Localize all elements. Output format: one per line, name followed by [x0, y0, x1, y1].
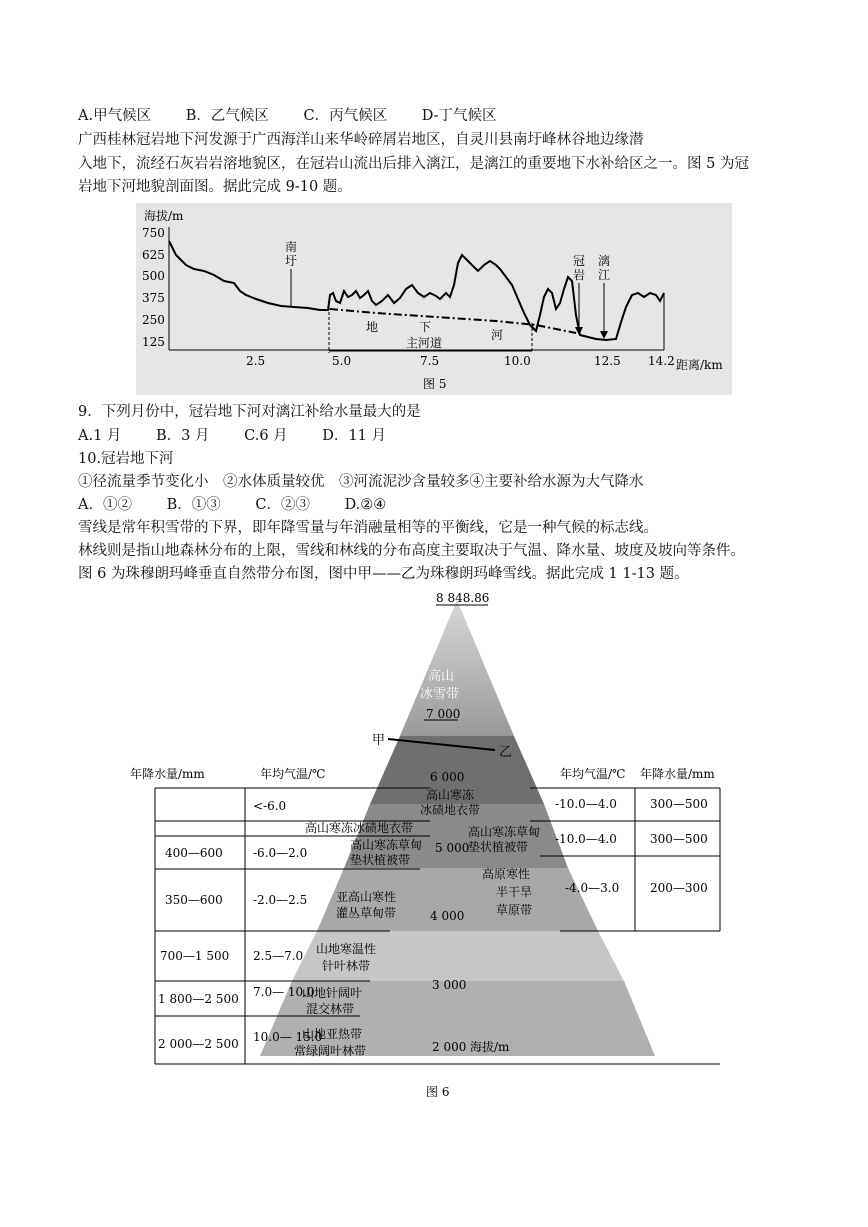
fig6-zone-mixed: 混交林带: [306, 1002, 355, 1016]
fig6-left-precip: 700—1 500: [160, 949, 230, 963]
fig6-caption: 图 6: [426, 1085, 450, 1099]
fig5-label-di: 地: [366, 320, 379, 334]
para2-line1: 雪线是常年积雪带的下界，即年降雪量与年消融量相等的平衡线，它是一种气候的标志线。: [78, 520, 658, 536]
fig5-ytick: 625: [142, 248, 165, 262]
q9-options: [78, 426, 416, 446]
fig6-zone-steppe: 草原带: [496, 903, 533, 917]
fig5-ytick: 375: [142, 291, 165, 305]
fig6-left-temp: -6.0—2.0: [253, 846, 308, 860]
fig6-left-temp: 2.5—7.0: [253, 949, 304, 963]
fig5-label-lijiang: 江: [598, 268, 611, 282]
fig6-zone-subalpine: 亚高山寒性: [336, 890, 397, 904]
fig6-right-temp: -4.0—3.0: [565, 881, 620, 895]
fig5-label-he: 河: [491, 328, 504, 342]
fig6-right-precip: 300—500: [650, 832, 708, 846]
fig5-xtick: 10.0: [504, 354, 531, 368]
fig6-zone-conifer: 针叶林带: [322, 959, 371, 973]
q10-option-b: B．①③: [166, 497, 221, 513]
fig5-caption: 图 5: [423, 377, 447, 391]
para2-line2: 林线则是指山地森林分布的上限，雪线和林线的分布高度主要取决于气温、降水量、坡度及坡向等条件。: [78, 543, 745, 559]
q8-options: [78, 106, 526, 126]
q9-option-c: C.6 月: [244, 428, 288, 444]
fig5-xtick: 14.2: [648, 354, 675, 368]
fig6-left-temp: 10.0— 15.0: [253, 1030, 323, 1044]
q10-stem: 10.冠岩地下河: [78, 451, 174, 467]
fig5-xlabel: 距离/km: [676, 358, 723, 372]
q10-option-d: D.②④: [344, 497, 387, 513]
q9-option-b: B．3 月: [156, 428, 210, 444]
q9-stem: 9．下列月份中，冠岩地下河对漓江补给水量最大的是: [78, 404, 421, 420]
fig5-ytick: 750: [142, 226, 165, 240]
fig5-label-xia: 下: [419, 320, 432, 334]
fig5-xtick: 5.0: [332, 354, 352, 368]
q9-option-a: A.1 月: [78, 428, 122, 444]
fig6-zone-frozen-lichen: 冰碛地衣带: [420, 803, 481, 817]
q10-options: [78, 495, 416, 515]
fig5-ytick: 500: [142, 269, 165, 283]
fig5-label-guanyan: 冠: [573, 254, 586, 268]
fig6-zone-frozen-moss-left: 高山寒冻冰碛地衣带: [305, 821, 414, 835]
fig6-summit-label: 8 848.86: [436, 591, 490, 605]
q10-option-a: A．①②: [78, 497, 132, 513]
fig6-elev-5000: 5 000: [435, 841, 470, 855]
para1-line2: 入地下，流经石灰岩岩溶地貌区，在冠岩山流出后排入漓江，是漓江的重要地下水补给区之一。图 5 为冠: [78, 156, 749, 172]
fig5-label-lijiang: 漓: [598, 254, 611, 268]
fig6-elev-6000: 6 000: [430, 770, 465, 784]
fig6-label-jia: 甲: [372, 733, 386, 748]
q8-option-d: D-丁气候区: [421, 108, 497, 124]
fig6-zone-meadow-left: 垫状植被带: [350, 853, 411, 867]
fig5-label-guanyan: 岩: [573, 268, 586, 282]
fig6-elev-4000: 4 000: [430, 909, 465, 923]
fig6-right-temp: -10.0—4.0: [555, 797, 617, 811]
fig6-right-header-temp: 年均气温/℃: [560, 767, 626, 781]
fig6-zone-steppe: 半干旱: [496, 885, 533, 899]
fig5-xtick: 7.5: [420, 354, 440, 368]
fig6-elev-7000: 7 000: [426, 707, 461, 721]
fig6-left-header-temp: 年均气温/℃: [260, 767, 326, 781]
fig6-left-temp: -2.0—2.5: [253, 893, 308, 907]
fig5-ytick: 250: [142, 313, 165, 327]
fig6-left-temp: <-6.0: [253, 799, 287, 813]
fig6-zone-glacier: 高山: [428, 669, 455, 684]
fig5-ylabel: 海拔/m: [144, 209, 184, 223]
fig6-zone-subtropical: 山地亚热带: [302, 1027, 363, 1041]
fig6-zone-mixed: 山地针阔叶: [302, 986, 363, 1000]
para1-line3: 岩地下河地貌剖面图。据此完成 9-10 题。: [78, 179, 352, 195]
fig6-right-temp: -10.0—4.0: [555, 832, 617, 846]
fig6-elev-2000: 2 000: [432, 1040, 467, 1054]
para1-line1: 广西桂林冠岩地下河发源于广西海洋山来华岭碎屑岩地区，自灵川县南圩峰林谷地边缘潜: [78, 132, 644, 148]
fig5-xtick: 12.5: [594, 354, 621, 368]
fig6-left-temp: 7.0— 10.0: [253, 985, 315, 999]
fig5-label-nanxu: 圩: [285, 254, 298, 268]
fig6-elev-3000: 3 000: [432, 978, 467, 992]
q10-option-c: C．②③: [255, 497, 310, 513]
fig5-ytick: 125: [142, 335, 165, 349]
fig6-zone-subalpine: 灌丛草甸带: [336, 906, 397, 920]
fig6-zone-steppe: 高原寒性: [482, 867, 531, 881]
fig6-elev-unit: 海拔/m: [470, 1040, 510, 1054]
para2-line3: 图 6 为珠穆朗玛峰垂直自然带分布图，图中甲——乙为珠穆朗玛峰雪线。据此完成 1 1-13 题。: [78, 566, 689, 582]
q9-option-d: D．11 月: [322, 428, 386, 444]
fig5-xtick: 2.5: [246, 354, 266, 368]
fig5-label-nanxu: 南: [285, 240, 298, 254]
figure-5: [136, 203, 732, 395]
fig6-right-precip: 300—500: [650, 797, 708, 811]
fig6-left-precip: 1 800—2 500: [158, 992, 239, 1006]
fig6-left-precip: 400—600: [165, 846, 223, 860]
fig6-right-header-precip: 年降水量/mm: [640, 767, 715, 781]
fig6-left-precip: 350—600: [165, 893, 223, 907]
fig6-left-header-precip: 年降水量/mm: [130, 767, 205, 781]
q10-statements: ①径流量季节变化小 ②水体质量较优 ③河流泥沙含量较多④主要补给水源为大气降水: [78, 474, 644, 490]
fig6-left-precip: 2 000—2 500: [158, 1037, 239, 1051]
fig6-zone-meadow-right: 垫状植被带: [468, 840, 529, 854]
fig6-zone-meadow-left: 高山寒冻草甸: [350, 838, 423, 852]
fig6-right-precip: 200—300: [650, 881, 708, 895]
band-3000: [292, 931, 624, 981]
fig6-zone-meadow-right: 高山寒冻草甸: [468, 825, 541, 839]
fig6-zone-frozen-lichen: 高山寒冻: [426, 788, 475, 802]
fig6-zone-conifer: 山地寒温性: [316, 942, 377, 956]
figure-6: [130, 586, 736, 1106]
fig5-main-channel-label: 主河道: [406, 336, 443, 350]
q8-option-c: C．丙气候区: [303, 108, 388, 124]
q8-option-a: A.甲气候区: [78, 108, 152, 124]
fig6-zone-subtropical: 常绿阔叶林带: [294, 1044, 367, 1058]
fig6-zone-glacier: 冰雪带: [420, 687, 460, 702]
fig6-label-yi: 乙: [499, 745, 513, 760]
q8-option-b: B．乙气候区: [185, 108, 269, 124]
